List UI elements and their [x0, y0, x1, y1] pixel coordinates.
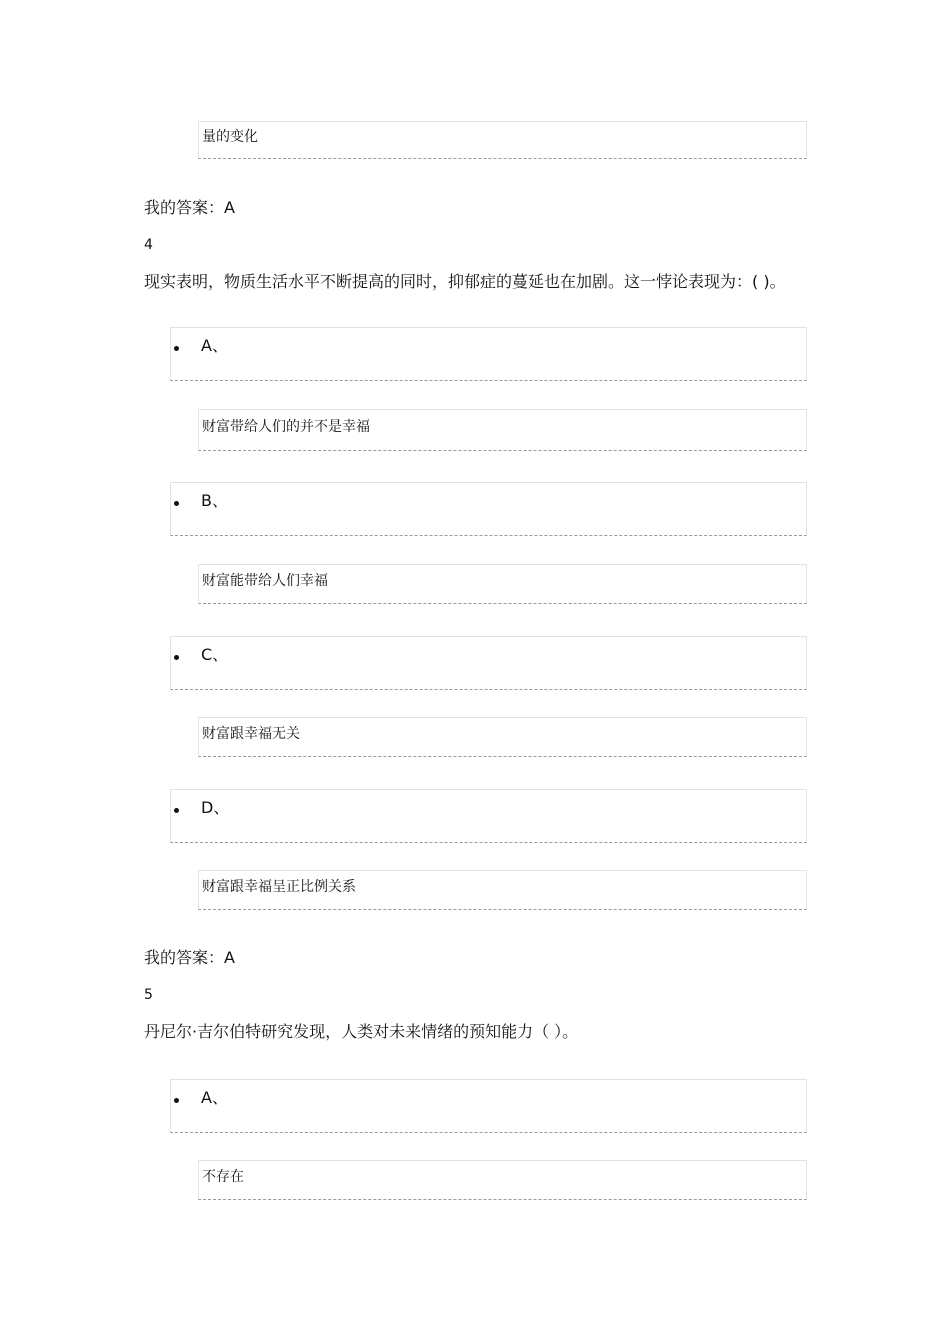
bullet-icon — [174, 1098, 179, 1103]
question-number: 5 — [144, 987, 153, 1003]
bullet-icon — [174, 501, 179, 506]
option-d-row[interactable] — [170, 789, 807, 843]
bullet-icon — [174, 808, 179, 813]
option-text-box — [198, 870, 807, 910]
option-letter: B、 — [201, 491, 228, 510]
option-a-row[interactable] — [170, 327, 807, 381]
option-text: 财富跟幸福呈正比例关系 — [202, 879, 356, 895]
question-number: 4 — [144, 237, 153, 253]
bullet-icon — [174, 655, 179, 660]
option-text: 不存在 — [202, 1169, 244, 1185]
option-letter: A、 — [201, 1088, 228, 1107]
option-text-box — [198, 717, 807, 757]
option-letter: C、 — [201, 645, 229, 664]
option-text-box — [198, 564, 807, 604]
option-letter: A、 — [201, 336, 228, 355]
question-text: 丹尼尔·吉尔伯特研究发现，人类对未来情绪的预知能力（ ）。 — [144, 1022, 579, 1041]
option-text: 财富能带给人们幸福 — [202, 573, 328, 589]
option-text-box — [198, 409, 807, 451]
option-text-box — [198, 121, 807, 159]
option-text-box — [198, 1160, 807, 1200]
option-text: 财富带给人们的并不是幸福 — [202, 419, 370, 435]
my-answer: 我的答案：A — [144, 198, 235, 217]
my-answer: 我的答案：A — [144, 948, 235, 967]
option-b-row[interactable] — [170, 482, 807, 536]
option-c-row[interactable] — [170, 636, 807, 690]
option-a-row[interactable] — [170, 1079, 807, 1133]
option-letter: D、 — [201, 798, 230, 817]
option-text: 财富跟幸福无关 — [202, 726, 300, 742]
question-text: 现实表明，物质生活水平不断提高的同时，抑郁症的蔓延也在加剧。这一悖论表现为：( )。 — [144, 272, 786, 291]
bullet-icon — [174, 346, 179, 351]
option-text: 量的变化 — [202, 129, 258, 145]
